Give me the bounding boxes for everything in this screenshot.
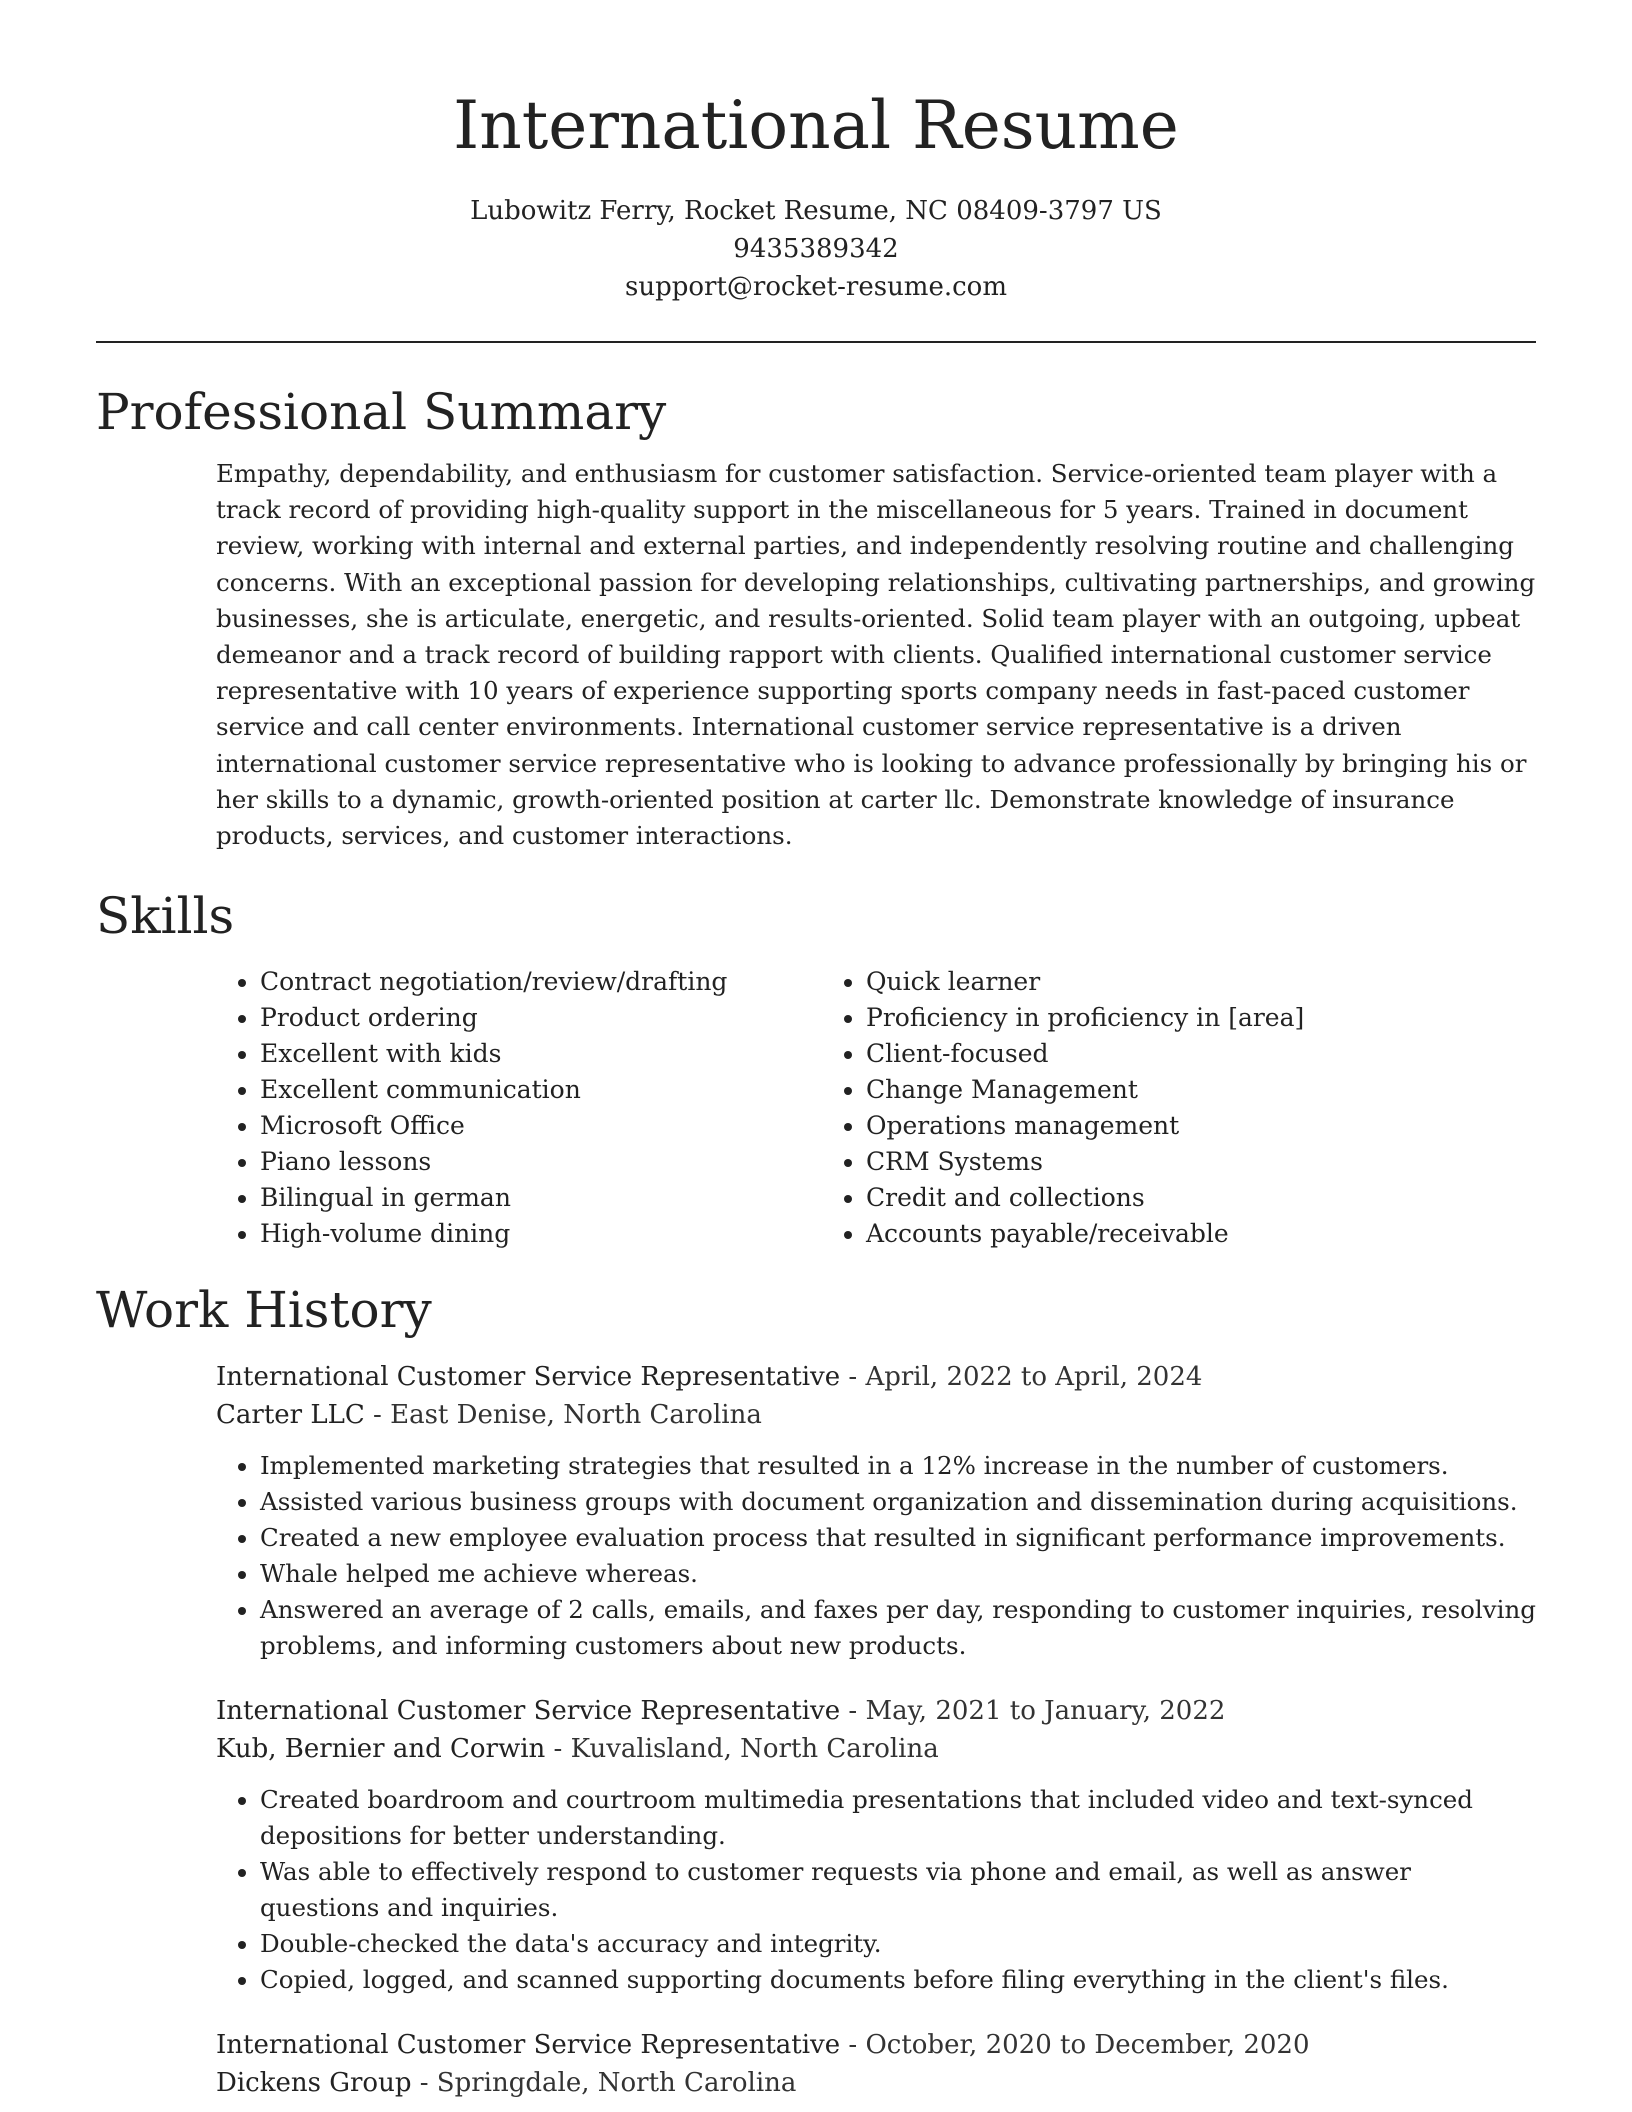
resume-header [0,0,1632,306]
contact-phone: 9435389342 [733,234,899,264]
job-bullet: • Assisted various business groups with document organization and dissemination during acquisitions. [260,1484,1536,1520]
skill-item: • Accounts payable/receivable [866,1216,1472,1252]
job-location: East Denise, North Carolina [390,1400,762,1430]
skill-item: • Proficiency in proficiency in [area] [866,1000,1472,1036]
job-company-line [216,1730,1536,1768]
job-bullet: • Created a new employee evaluation process that resulted in significant performance improvements. [260,1520,1536,1556]
summary-heading: Professional Summary [96,383,667,441]
job-title-line [216,1692,1536,1730]
skill-item: • Client-focused [866,1036,1472,1072]
skill-item: • Operations management [866,1108,1472,1144]
separator: - [545,1734,571,1764]
skill-item: • Product ordering [260,1000,822,1036]
skill-item: • High-volume dining [260,1216,822,1252]
job-company: Dickens Group [216,2068,412,2098]
contact-info [0,192,1632,306]
separator: - [840,2030,866,2060]
job-entry [216,2026,1536,2102]
skill-item: • Piano lessons [260,1144,822,1180]
separator: - [411,2068,437,2098]
skills-column-left [216,964,822,1252]
skill-item: • CRM Systems [866,1144,1472,1180]
contact-email: support@rocket-resume.com [624,272,1007,302]
job-company: Kub, Bernier and Corwin [216,1734,546,1764]
skills-section [96,884,1536,1252]
job-company: Carter LLC [216,1400,365,1430]
header-divider [96,341,1536,343]
job-title: International Customer Service Representative [216,2030,841,2060]
job-bullet: • Created boardroom and courtroom multimedia presentations that included video and text-synced depositions for better understanding. [260,1782,1536,1854]
work-history-heading: Work History [96,1281,432,1339]
job-bullet: • Copied, logged, and scanned supporting documents before filing everything in the client's files. [260,1962,1536,1998]
skill-item: • Excellent communication [260,1072,822,1108]
job-entry [216,1692,1536,1998]
contact-address: Lubowitz Ferry, Rocket Resume, NC 08409-3797 US [470,196,1162,226]
separator: - [840,1696,866,1726]
skill-item: • Excellent with kids [260,1036,822,1072]
skill-item: • Credit and collections [866,1180,1472,1216]
job-location: Kuvalisland, North Carolina [570,1734,939,1764]
work-history-section [96,1278,1536,2102]
skill-item: • Quick learner [866,964,1472,1000]
job-title-line [216,2026,1536,2064]
job-bullet: • Double-checked the data's accuracy and integrity. [260,1926,1536,1962]
job-company-line [216,1396,1536,1434]
job-dates: April, 2022 to April, 2024 [865,1362,1203,1392]
job-title-line [216,1358,1536,1396]
skill-item: • Contract negotiation/review/drafting [260,964,822,1000]
job-bullet: • Was able to effectively respond to customer requests via phone and email, as well as answer questions and inquiries. [260,1854,1536,1926]
job-entry [216,1358,1536,1664]
skills-column-right [822,964,1472,1252]
job-bullet: • Implemented marketing strategies that resulted in a 12% increase in the number of customers. [260,1448,1536,1484]
job-title: International Customer Service Representative [216,1696,841,1726]
skills-list [216,964,1536,1252]
job-bullet: • Answered an average of 2 calls, emails, and faxes per day, responding to customer inquiries, resolving problems, and informing customers about new products. [260,1592,1536,1664]
job-location: Springdale, North Carolina [436,2068,797,2098]
job-bullets [216,1448,1536,1664]
summary-text: Empathy, dependability, and enthusiasm for customer satisfaction. Service-oriented team player with a track record of providing high-quality support in the miscellaneous for 5 years. Trained in document review, working with internal and external parties, and independently resolving routine and challenging concerns. With an exceptional passion for developing relationships, cultivating partnerships, and growing businesses, she is articulate, energetic, and results-oriented. Solid team player with an outgoing, upbeat demeanor and a track record of building rapport with clients. Qualified international customer service representative with 10 years of experience supporting sports company needs in fast-paced customer service and call center environments. International customer service representative is a driven international customer service representative who is looking to advance professionally by bringing his or her skills to a dynamic, growth-oriented position at carter llc. Demonstrate knowledge of insurance products, services, and customer interactions. [216,459,1536,851]
separator: - [364,1400,391,1430]
skill-item: • Bilingual in german [260,1180,822,1216]
job-title: International Customer Service Representative [216,1362,841,1392]
job-bullets [216,1782,1536,1998]
job-company-line [216,2064,1536,2102]
summary-section [96,380,1536,854]
resume-name: International Resume [453,87,1179,164]
skills-heading: Skills [96,887,235,945]
job-dates: May, 2021 to January, 2022 [865,1696,1226,1726]
skill-item: • Microsoft Office [260,1108,822,1144]
job-bullet: • Whale helped me achieve whereas. [260,1556,1536,1592]
job-dates: October, 2020 to December, 2020 [865,2030,1310,2060]
skill-item: • Change Management [866,1072,1472,1108]
separator: - [840,1362,866,1392]
